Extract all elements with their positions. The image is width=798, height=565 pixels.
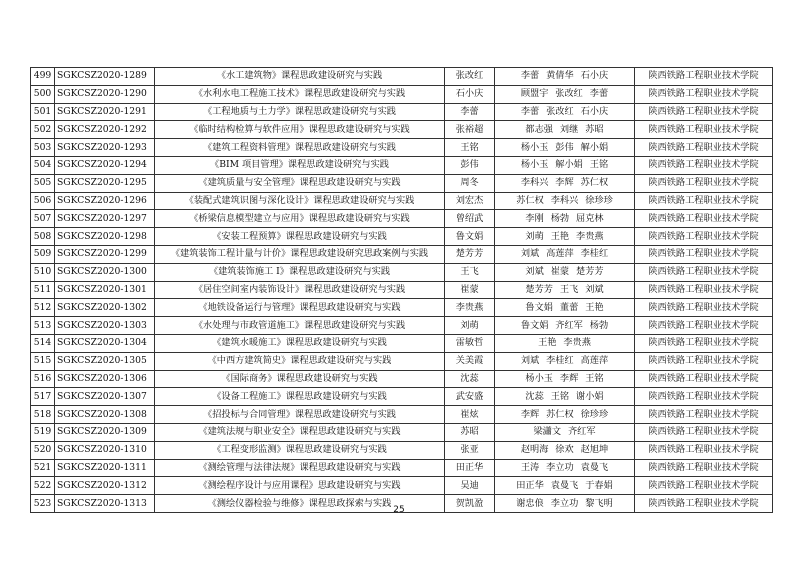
project-title-cell: 《工程地质与土力学》课程思政建设研究与实践 bbox=[155, 103, 445, 121]
table-row bbox=[31, 281, 773, 299]
project-leader-cell: 曾绍武 bbox=[445, 210, 495, 228]
institution-cell: 陕西铁路工程职业技术学院 bbox=[635, 441, 773, 459]
institution-cell: 陕西铁路工程职业技术学院 bbox=[635, 139, 773, 157]
project-code-cell: SGKCSZ2020-1306 bbox=[55, 370, 155, 388]
row-number-cell: 519 bbox=[31, 423, 55, 441]
table-row bbox=[31, 121, 773, 139]
project-code-cell: SGKCSZ2020-1292 bbox=[55, 121, 155, 139]
project-members-cell: 杨小玉 彭伟 解小娟 bbox=[495, 139, 635, 157]
project-code-cell: SGKCSZ2020-1300 bbox=[55, 263, 155, 281]
project-title-cell: 《桥梁信息模型建立与应用》课程思政建设研究与实践 bbox=[155, 210, 445, 228]
project-members-cell: 沈蕊 王铭 谢小娟 bbox=[495, 388, 635, 406]
project-members-cell: 李蕾 张改红 石小庆 bbox=[495, 103, 635, 121]
project-code-cell: SGKCSZ2020-1290 bbox=[55, 85, 155, 103]
table-body bbox=[31, 68, 773, 513]
project-title-cell: 《临时结构检算与软件应用》课程思政建设研究与实践 bbox=[155, 121, 445, 139]
project-members-cell: 谢忠俍 李立功 黎飞明 bbox=[495, 495, 635, 513]
project-members-cell: 楚芳芳 王飞 刘斌 bbox=[495, 281, 635, 299]
project-members-cell: 李科兴 李辉 苏仁权 bbox=[495, 174, 635, 192]
project-title-cell: 《安装工程预算》课程思政建设研究与实践 bbox=[155, 228, 445, 246]
table-row bbox=[31, 228, 773, 246]
row-number-cell: 507 bbox=[31, 210, 55, 228]
row-number-cell: 514 bbox=[31, 334, 55, 352]
project-leader-cell: 沈蕊 bbox=[445, 370, 495, 388]
project-title-cell: 《建筑装饰工程计量与计价》课程思政建设研究思政案例与实践 bbox=[155, 245, 445, 263]
table-row bbox=[31, 210, 773, 228]
row-number-cell: 516 bbox=[31, 370, 55, 388]
table-row bbox=[31, 263, 773, 281]
project-code-cell: SGKCSZ2020-1299 bbox=[55, 245, 155, 263]
row-number-cell: 517 bbox=[31, 388, 55, 406]
project-leader-cell: 王铭 bbox=[445, 139, 495, 157]
institution-cell: 陕西铁路工程职业技术学院 bbox=[635, 334, 773, 352]
project-members-cell: 刘斌 高莲萍 李桂红 bbox=[495, 245, 635, 263]
project-leader-cell: 武安盛 bbox=[445, 388, 495, 406]
row-number-cell: 513 bbox=[31, 317, 55, 335]
row-number-cell: 515 bbox=[31, 352, 55, 370]
project-code-cell: SGKCSZ2020-1307 bbox=[55, 388, 155, 406]
project-members-cell: 鲁文娟 齐红军 杨勃 bbox=[495, 317, 635, 335]
table-row bbox=[31, 370, 773, 388]
institution-cell: 陕西铁路工程职业技术学院 bbox=[635, 192, 773, 210]
project-title-cell: 《建筑工程资料管理》课程思政建设研究与实践 bbox=[155, 139, 445, 157]
project-leader-cell: 崔炫 bbox=[445, 406, 495, 424]
project-code-cell: SGKCSZ2020-1301 bbox=[55, 281, 155, 299]
table-row bbox=[31, 477, 773, 495]
project-leader-cell: 李贵燕 bbox=[445, 299, 495, 317]
project-members-cell: 刘萌 王艳 李贵燕 bbox=[495, 228, 635, 246]
row-number-cell: 518 bbox=[31, 406, 55, 424]
row-number-cell: 523 bbox=[31, 495, 55, 513]
project-members-cell: 刘斌 崔蒙 楚芳芳 bbox=[495, 263, 635, 281]
project-title-cell: 《水利水电工程施工技术》课程思政建设研究与实践 bbox=[155, 85, 445, 103]
project-title-cell: 《地铁设备运行与管理》课程思政建设研究与实践 bbox=[155, 299, 445, 317]
project-leader-cell: 鲁文娟 bbox=[445, 228, 495, 246]
table-row bbox=[31, 423, 773, 441]
project-code-cell: SGKCSZ2020-1305 bbox=[55, 352, 155, 370]
project-code-cell: SGKCSZ2020-1295 bbox=[55, 174, 155, 192]
project-title-cell: 《测绘管理与法律法规》课程思政建设研究与实践 bbox=[155, 459, 445, 477]
institution-cell: 陕西铁路工程职业技术学院 bbox=[635, 210, 773, 228]
row-number-cell: 508 bbox=[31, 228, 55, 246]
row-number-cell: 499 bbox=[31, 68, 55, 86]
project-leader-cell: 张亚 bbox=[445, 441, 495, 459]
project-code-cell: SGKCSZ2020-1297 bbox=[55, 210, 155, 228]
project-code-cell: SGKCSZ2020-1298 bbox=[55, 228, 155, 246]
project-title-cell: 《测绘仪器检验与维修》课程思政探索与实践 bbox=[155, 495, 445, 513]
project-code-cell: SGKCSZ2020-1296 bbox=[55, 192, 155, 210]
project-code-cell: SGKCSZ2020-1302 bbox=[55, 299, 155, 317]
project-leader-cell: 田正华 bbox=[445, 459, 495, 477]
project-title-cell: 《招投标与合同管理》课程思政建设研究与实践 bbox=[155, 406, 445, 424]
project-members-cell: 都志强 刘继 苏昭 bbox=[495, 121, 635, 139]
row-number-cell: 500 bbox=[31, 85, 55, 103]
project-members-cell: 李辉 苏仁权 徐珍珍 bbox=[495, 406, 635, 424]
table-row bbox=[31, 245, 773, 263]
table-row bbox=[31, 459, 773, 477]
institution-cell: 陕西铁路工程职业技术学院 bbox=[635, 495, 773, 513]
institution-cell: 陕西铁路工程职业技术学院 bbox=[635, 281, 773, 299]
project-title-cell: 《工程变形监测》课程思政建设研究与实践 bbox=[155, 441, 445, 459]
table-row bbox=[31, 317, 773, 335]
institution-cell: 陕西铁路工程职业技术学院 bbox=[635, 352, 773, 370]
institution-cell: 陕西铁路工程职业技术学院 bbox=[635, 299, 773, 317]
project-leader-cell: 彭伟 bbox=[445, 156, 495, 174]
project-title-cell: 《BIM 项目管理》课程思政建设研究与实践 bbox=[155, 156, 445, 174]
institution-cell: 陕西铁路工程职业技术学院 bbox=[635, 477, 773, 495]
table-row bbox=[31, 299, 773, 317]
project-members-cell: 王艳 李贵燕 bbox=[495, 334, 635, 352]
project-members-cell: 梁瀟文 齐红军 bbox=[495, 423, 635, 441]
row-number-cell: 510 bbox=[31, 263, 55, 281]
project-leader-cell: 周冬 bbox=[445, 174, 495, 192]
project-code-cell: SGKCSZ2020-1310 bbox=[55, 441, 155, 459]
project-code-cell: SGKCSZ2020-1291 bbox=[55, 103, 155, 121]
project-leader-cell: 楚芳芳 bbox=[445, 245, 495, 263]
row-number-cell: 504 bbox=[31, 156, 55, 174]
institution-cell: 陕西铁路工程职业技术学院 bbox=[635, 370, 773, 388]
project-title-cell: 《居住空间室内装饰设计》课程思政建设研究与实践 bbox=[155, 281, 445, 299]
table-row bbox=[31, 352, 773, 370]
project-members-cell: 赵明海 徐欢 赵旭坤 bbox=[495, 441, 635, 459]
project-title-cell: 《测绘程序设计与应用课程》思政建设研究与实践 bbox=[155, 477, 445, 495]
project-members-cell: 杨小玉 李辉 王铭 bbox=[495, 370, 635, 388]
project-leader-cell: 张裕超 bbox=[445, 121, 495, 139]
institution-cell: 陕西铁路工程职业技术学院 bbox=[635, 68, 773, 86]
institution-cell: 陕西铁路工程职业技术学院 bbox=[635, 228, 773, 246]
project-leader-cell: 王飞 bbox=[445, 263, 495, 281]
project-leader-cell: 崔蒙 bbox=[445, 281, 495, 299]
project-leader-cell: 张改红 bbox=[445, 68, 495, 86]
institution-cell: 陕西铁路工程职业技术学院 bbox=[635, 423, 773, 441]
row-number-cell: 506 bbox=[31, 192, 55, 210]
project-leader-cell: 刘萌 bbox=[445, 317, 495, 335]
row-number-cell: 512 bbox=[31, 299, 55, 317]
project-title-cell: 《水工建筑物》课程思政建设研究与实践 bbox=[155, 68, 445, 86]
row-number-cell: 502 bbox=[31, 121, 55, 139]
project-title-cell: 《国际商务》课程思政建设研究与实践 bbox=[155, 370, 445, 388]
project-title-cell: 《中西方建筑简史》课程思政建设研究与实践 bbox=[155, 352, 445, 370]
project-table bbox=[30, 67, 773, 513]
project-code-cell: SGKCSZ2020-1313 bbox=[55, 495, 155, 513]
project-title-cell: 《建筑法规与职业安全》课程思政建设研究与实践 bbox=[155, 423, 445, 441]
institution-cell: 陕西铁路工程职业技术学院 bbox=[635, 174, 773, 192]
project-title-cell: 《建筑质量与安全管理》课程思政建设研究与实践 bbox=[155, 174, 445, 192]
institution-cell: 陕西铁路工程职业技术学院 bbox=[635, 85, 773, 103]
project-code-cell: SGKCSZ2020-1303 bbox=[55, 317, 155, 335]
project-code-cell: SGKCSZ2020-1304 bbox=[55, 334, 155, 352]
row-number-cell: 505 bbox=[31, 174, 55, 192]
project-leader-cell: 刘宏杰 bbox=[445, 192, 495, 210]
project-members-cell: 田正华 袁曼飞 于春娟 bbox=[495, 477, 635, 495]
project-members-cell: 李蕾 黄倩华 石小庆 bbox=[495, 68, 635, 86]
table-row bbox=[31, 406, 773, 424]
project-code-cell: SGKCSZ2020-1289 bbox=[55, 68, 155, 86]
project-leader-cell: 贺凯盈 bbox=[445, 495, 495, 513]
project-members-cell: 杨小玉 解小娟 王铭 bbox=[495, 156, 635, 174]
row-number-cell: 520 bbox=[31, 441, 55, 459]
row-number-cell: 509 bbox=[31, 245, 55, 263]
institution-cell: 陕西铁路工程职业技术学院 bbox=[635, 103, 773, 121]
project-code-cell: SGKCSZ2020-1312 bbox=[55, 477, 155, 495]
project-title-cell: 《水处理与市政管道施工》课程思政建设研究与实践 bbox=[155, 317, 445, 335]
row-number-cell: 511 bbox=[31, 281, 55, 299]
table-row bbox=[31, 441, 773, 459]
project-code-cell: SGKCSZ2020-1309 bbox=[55, 423, 155, 441]
table-row bbox=[31, 156, 773, 174]
project-code-cell: SGKCSZ2020-1308 bbox=[55, 406, 155, 424]
institution-cell: 陕西铁路工程职业技术学院 bbox=[635, 459, 773, 477]
institution-cell: 陕西铁路工程职业技术学院 bbox=[635, 121, 773, 139]
institution-cell: 陕西铁路工程职业技术学院 bbox=[635, 263, 773, 281]
project-leader-cell: 苏昭 bbox=[445, 423, 495, 441]
row-number-cell: 521 bbox=[31, 459, 55, 477]
table-row bbox=[31, 103, 773, 121]
project-members-cell: 刘斌 李桂红 高莲萍 bbox=[495, 352, 635, 370]
project-leader-cell: 李蕾 bbox=[445, 103, 495, 121]
institution-cell: 陕西铁路工程职业技术学院 bbox=[635, 388, 773, 406]
table-row bbox=[31, 68, 773, 86]
row-number-cell: 501 bbox=[31, 103, 55, 121]
row-number-cell: 503 bbox=[31, 139, 55, 157]
project-code-cell: SGKCSZ2020-1294 bbox=[55, 156, 155, 174]
project-members-cell: 鲁文娟 董蕾 王艳 bbox=[495, 299, 635, 317]
project-title-cell: 《装配式建筑识图与深化设计》课程思政建设研究与实践 bbox=[155, 192, 445, 210]
project-leader-cell: 吴迪 bbox=[445, 477, 495, 495]
institution-cell: 陕西铁路工程职业技术学院 bbox=[635, 406, 773, 424]
project-leader-cell: 关美霞 bbox=[445, 352, 495, 370]
project-code-cell: SGKCSZ2020-1293 bbox=[55, 139, 155, 157]
project-leader-cell: 雷敏哲 bbox=[445, 334, 495, 352]
table-row bbox=[31, 388, 773, 406]
table-row bbox=[31, 192, 773, 210]
table-row bbox=[31, 174, 773, 192]
project-members-cell: 李刚 杨勃 屈克林 bbox=[495, 210, 635, 228]
project-members-cell: 顾盟宇 张改红 李蕾 bbox=[495, 85, 635, 103]
project-members-cell: 王涛 李立功 袁曼飞 bbox=[495, 459, 635, 477]
project-members-cell: 苏仁权 李科兴 徐珍珍 bbox=[495, 192, 635, 210]
page-number: 25 bbox=[393, 505, 405, 515]
project-leader-cell: 石小庆 bbox=[445, 85, 495, 103]
institution-cell: 陕西铁路工程职业技术学院 bbox=[635, 156, 773, 174]
row-number-cell: 522 bbox=[31, 477, 55, 495]
project-code-cell: SGKCSZ2020-1311 bbox=[55, 459, 155, 477]
institution-cell: 陕西铁路工程职业技术学院 bbox=[635, 317, 773, 335]
table-row bbox=[31, 139, 773, 157]
project-title-cell: 《建筑水暖施工》课程思政建设研究与实践 bbox=[155, 334, 445, 352]
institution-cell: 陕西铁路工程职业技术学院 bbox=[635, 245, 773, 263]
table-row bbox=[31, 85, 773, 103]
project-title-cell: 《建筑装饰施工 I》课程思政建设研究与实践 bbox=[155, 263, 445, 281]
table-row bbox=[31, 334, 773, 352]
project-title-cell: 《设备工程施工》课程思政建设研究与实践 bbox=[155, 388, 445, 406]
